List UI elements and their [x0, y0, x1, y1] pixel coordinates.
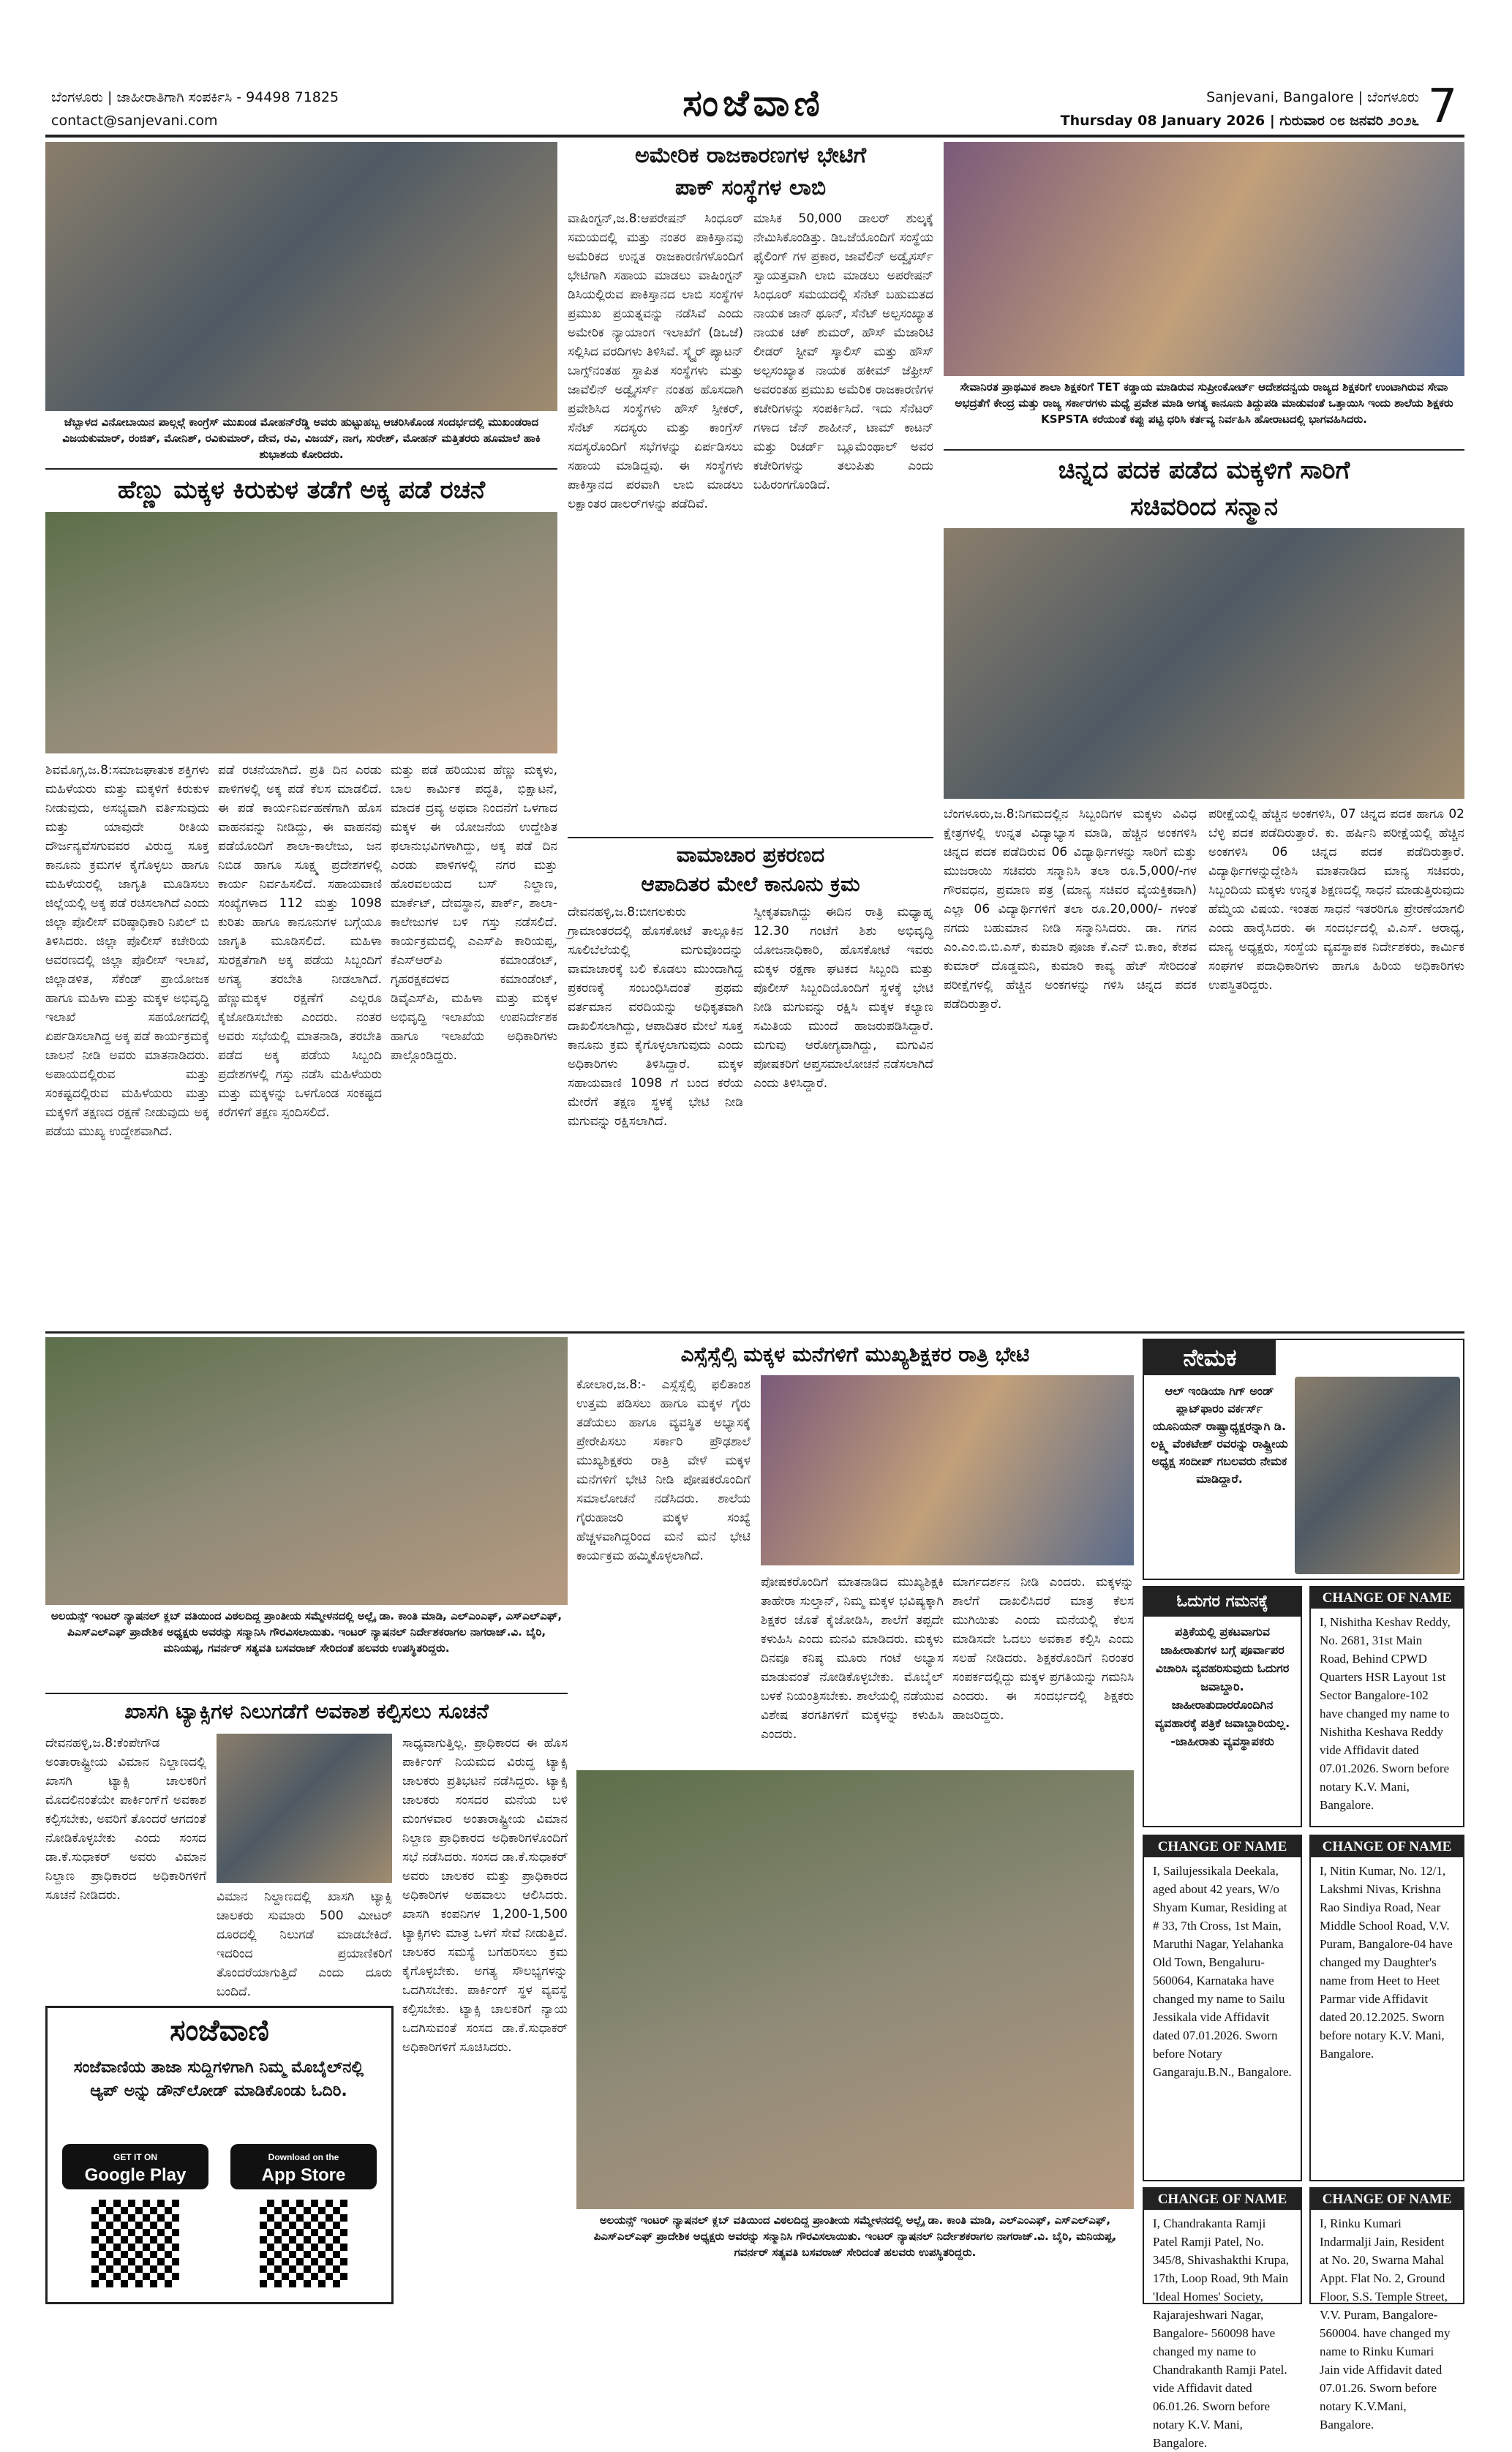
article-akka-col1: ಶಿವಮೊಗ್ಗ,ಜ.8:ಸಮಾಜಘಾತುಕ ಶಕ್ತಿಗಳು ಮಹಿಳೆಯರು ಮತ್ತು ಮಕ್ಕಳಿಗೆ ಕಿರುಕುಳ ನೀಡುವುದು, ಅಸಭ್ಯವಾಗಿ ವರ್ತಿಸುವುದು ಮತ್ತು ಯಾವುದೇ ರೀತಿಯ ದೌರ್ಜನ್ಯವೆಸಗುವವರ ವಿರುದ್ಧ ಸೂಕ್ತ ಕಾನೂನು ಕ್ರಮಗಳ ಕೈಗೊಳ್ಳಲು ಹಾಗೂ ಮಹಿಳೆಯರಲ್ಲಿ ಜಾಗೃತಿ ಮೂಡಿಸಲು ಜಿಲ್ಲೆಯಲ್ಲಿ ಅಕ್ಕ ಪಡೆ ರಚಿಸಲಾಗಿದೆ ಎಂದು ಜಿಲ್ಲಾ ಪೊಲೀಸ್ ವರಿಷ್ಠಾಧಿಕಾರಿ ನಿಖಿಲ್ ಬಿ ತಿಳಿಸಿದರು. ಜಿಲ್ಲಾ ಪೊಲೀಸ್ ಕಚೇರಿಯ ಆವರಣದಲ್ಲಿ ಜಿಲ್ಲಾ ಪೊಲೀಸ್ ಇಲಾಖೆ, ಜಿಲ್ಲಾಡಳಿತ, ಸೆಕೆಂಡ್ ಪ್ರಾಯೋಜಕ ಹಾಗೂ ಮಹಿಳಾ ಮತ್ತು ಮಕ್ಕಳ ಅಭಿವೃದ್ಧಿ ಇಲಾಖೆ ಸಹಯೋಗದಲ್ಲಿ ಏರ್ಪಡಿಸಲಾಗಿದ್ದ ಅಕ್ಕ ಪಡೆ ಕಾರ್ಯಕ್ರಮಕ್ಕೆ ಚಾಲನೆ ನೀಡಿ ಅವರು ಮಾತನಾಡಿದರು. ಅಪಾಯದಲ್ಲಿರುವ ಮತ್ತು ಸಂಕಷ್ಟದಲ್ಲಿರುವ ಮಹಿಳೆಯರು ಮತ್ತು ಮಕ್ಕಳಿಗೆ ತಕ್ಷಣದ ರಕ್ಷಣೆ ನೀಡುವುದು ಅಕ್ಕ ಪಡೆಯ ಮುಖ್ಯ ಉದ್ದೇಶವಾಗಿದೆ.	[45, 763, 209, 1139]
caption-birthday: ಜೆಬ್ಬಾಳದ ವಿನೋಬಾಯಿನ ಪಾಲ್ಗಲ್ಗೆ ಕಾಂಗ್ರೆಸ್ ಮುಖಂಡ ಮೋಹನ್‌ರೆಡ್ಡಿ ಅವರು ಹುಟ್ಟುಹಬ್ಬ ಆಚರಿಸಿಕೊಂಡ ಸಂದರ್ಭದಲ್ಲಿ ಮುಖಂಡರಾದ ವಿಜಯಕುಮಾರ್, ರಂಜಿತ್, ಮೋನಿಶ್, ರವಿಕುಮಾರ್, ದೇವ, ರವಿ, ವಿಜಯ್, ನಾಗ, ಸುರೇಶ್, ಮೋಹನ್ ಮತ್ತಿತರರು ಹೂಮಾಲೆ ಹಾಕಿ ಶುಭಾಶಯ ಕೋರಿದರು.	[62, 415, 541, 461]
masthead-left-top: ಬೆಂಗಳೂರು | ಜಾಹೀರಾತಿಗಾಗಿ ಸಂಪರ್ಕಿಸಿ - 94498 71825	[51, 89, 339, 105]
readers-notice	[1143, 1586, 1302, 1827]
article-sslc-col1: ಕೋಲಾರ,ಜ.8:- ಎಸ್ಸೆಸ್ಸೆಲ್ಸಿ ಫಲಿತಾಂಶ ಉತ್ತಮ ಪಡಿಸಲು ಹಾಗೂ ಮಕ್ಕಳ ಗೈರು ತಡೆಯಲು ಹಾಗೂ ವ್ಯವಸ್ಥಿತ ಅಭ್ಯಾಸಕ್ಕೆ ಪ್ರೇರೇಪಿಸಲು ಸರ್ಕಾರಿ ಪ್ರೌಢಶಾಲೆ ಮುಖ್ಯಶಿಕ್ಷಕರು ರಾತ್ರಿ ವೇಳೆ ಮಕ್ಕಳ ಮನೆಗಳಿಗೆ ಭೇಟಿ ನೀಡಿ ಪೋಷಕರೊಂದಿಗೆ ಸಮಾಲೋಚನೆ ನಡೆಸಿದರು. ಶಾಲೆಯ ಗೈರುಹಾಜರಿ ಮಕ್ಕಳ ಸಂಖ್ಯೆ ಹೆಚ್ಚಳವಾಗಿದ್ದರಿಂದ ಮನೆ ಮನೆ ಭೇಟಿ ಕಾರ್ಯಕ್ರಮ ಹಮ್ಮಿಕೊಳ್ಳಲಾಗಿದೆ.	[576, 1377, 751, 1563]
page-number: 7	[1427, 80, 1458, 134]
app-store-label: App Store	[261, 2165, 346, 2185]
photo-akka-pade	[45, 512, 557, 753]
app-store-button[interactable]	[230, 2144, 377, 2189]
google-play-small: GET IT ON	[113, 2152, 157, 2162]
masthead-email[interactable]: contact@sanjevani.com	[51, 113, 218, 129]
masthead-logo	[600, 82, 907, 133]
article-taxi-col2: ವಿಮಾನ ನಿಲ್ದಾಣದಲ್ಲಿ ಖಾಸಗಿ ಟ್ಯಾಕ್ಸಿ ಚಾಲಕರು ಸುಮಾರು 500 ಮೀಟರ್ ದೂರದಲ್ಲಿ ನಿಲುಗಡೆ ಮಾಡಬೇಕಿದೆ. ಇದರಿಂದ ಪ್ರಯಾಣಿಕರಿಗೆ ತೊಂದರೆಯಾಗುತ್ತಿದೆ ಎಂದು ದೂರು ಬಂದಿದೆ.	[217, 1889, 392, 1999]
nemaka-box	[1143, 1339, 1464, 1580]
divider	[45, 1693, 568, 1694]
article-akka-col3: ಮತ್ತು ಪಡೆ ಹರಿಯುವ ಹೆಣ್ಣು ಮಕ್ಕಳು, ಬಾಲ ಕಾರ್ಮಿಕ ಪದ್ಧತಿ, ಭಿಕ್ಷಾಟನೆ, ಮಾದಕ ದ್ರವ್ಯ ಅಥವಾ ನಿಂದನೆಗೆ ಒಳಗಾದ ಮಕ್ಕಳ ಈ ಯೋಜನೆಯ ಉದ್ದೇಶಿತ ಫಲಾನುಭವಿಗಳಾಗಿದ್ದು, ಅಕ್ಕ ಪಡೆ ದಿನ ಎರಡು ಪಾಳಿಗಳಲ್ಲಿ ನಗರ ಮತ್ತು ಹೊರವಲಯದ ಬಸ್ ನಿಲ್ದಾಣ, ಮಾರ್ಕೆಟ್, ದೇವಸ್ಥಾನ, ಪಾರ್ಕ್, ಶಾಲಾ-ಕಾಲೇಜುಗಳ ಬಳಿ ಗಸ್ತು ನಡೆಸಲಿದೆ. ಕಾರ್ಯಕ್ರಮದಲ್ಲಿ ಎಎಸ್‌ಪಿ ಕಾರಿಯಪ್ಪ, ಕೆಎಸ್‌ಆರ್‌ಪಿ ಕಮಾಂಡೆಂಟ್, ಗೃಹರಕ್ಷಕದಳದ ಕಮಾಂಡೆಂಟ್, ಡಿವೈಎಸ್‌ಪಿ, ಮಹಿಳಾ ಮತ್ತು ಮಕ್ಕಳ ಅಭಿವೃದ್ಧಿ ಇಲಾಖೆಯ ಉಪನಿರ್ದೇಶಕ ಹಾಗೂ ಇಲಾಖೆಯ ಅಧಿಕಾರಿಗಳು ಪಾಲ್ಗೊಂಡಿದ್ದರು.	[391, 763, 557, 1063]
nemaka-body: ಆಲ್ ಇಂಡಿಯಾ ಗಿಗ್ ಅಂಡ್ ಪ್ಲಾಟ್‌ಫಾರಂ ವರ್ಕರ್ಸ್ ಯೂನಿಯನ್ ರಾಷ್ಟ್ರಾಧ್ಯಕ್ಷರನ್ನಾಗಿ ಡಿ. ಲಕ್ಷ್ಮಿ ವೆಂಕಟೇಶ್ ರವರನ್ನು ರಾಷ್ಟ್ರೀಯ ಅಧ್ಯಕ್ಷ ಸಂದೀಪ್ ಗಬಲವರು ನೇಮಕ ಮಾಡಿದ್ದಾರೆ.	[1151, 1384, 1288, 1486]
caption-alliance: ಅಲಯನ್ಸ್ ಇಂಟರ್ ನ್ಯಾಷನಲ್ ಕ್ಲಬ್ ವತಿಯಿಂದ ವಿಠಲದಿದ್ದ ಪ್ರಾಂತೀಯ ಸಮ್ಮೇಳನದಲ್ಲಿ ಅಲ್ಲೈ ಡಾ. ಕಾಂತಿ ಮಾಡಿ, ಎಲ್‌ಎಂಎಫ್, ಎಸ್‌ಎಲ್‌ಎಫ್, ಪಿಎಸ್‌ಎಲ್‌ಎಫ್ ಪ್ರಾದೇಶಿಕ ಅಧ್ಯಕ್ಷರು ಅವರನ್ನು ಸನ್ಮಾನಿಸಿ ಗೌರವಿಸಲಾಯಿತು. ಇಂಟರ್ ನ್ಯಾಷನಲ್ ನಿರ್ದೇಶಕರಾಗಲ ನಾಗರಾಜ್.ವಿ. ಬೈರಿ, ಮನಿಯಪ್ಪ, ಗವರ್ನರ್ ಸತ್ಯವತಿ ಬಸವರಾಜ್ ಸೇರಿದಂತೆ ಹಲವರು ಉಪಸ್ಥಿತರಿದ್ದರು.	[50, 1609, 563, 1655]
divider	[45, 468, 557, 470]
headline-sslc: ಎಸ್ಸೆಸ್ಸೆಲ್ಸಿ ಮಕ್ಕಳ ಮನೆಗಳಿಗೆ ಮುಖ್ಯಶಿಕ್ಷಕರ ರಾತ್ರಿ ಭೇಟಿ	[680, 1342, 1030, 1366]
photo-alliance-2	[576, 1770, 1134, 2209]
notice-3	[1309, 1835, 1464, 2181]
app-promo	[45, 2006, 394, 2304]
qr-code-ios[interactable]	[260, 2200, 347, 2287]
masthead-right-top: Sanjevani, Bangalore | ಬೆಂಗಳೂರು	[1206, 89, 1419, 105]
notice-3-body: I, Nitin Kumar, No. 12/1, Lakshmi Nivas, Krishna Rao Sindiya Road, Near Middle School Road, V.V. Puram, Bangalore-04 have changed my Daughter's name from Heet to Heet Parmar vide Affidavit dated 20.12.2025. Sworn before notary K.V. Mani, Bangalore.	[1320, 1864, 1453, 2061]
photo-birthday	[45, 142, 557, 411]
photo-medal	[944, 528, 1464, 799]
app-promo-text: ಸಂಜೆವಾಣಿಯ ತಾಜಾ ಸುದ್ದಿಗಳಿಗಾಗಿ ನಿಮ್ಮ ಮೊಬೈಲ್‌ನಲ್ಲಿ ಆ್ಯಪ್ ಅನ್ನು ಡೌನ್‌ಲೋಡ್ ಮಾಡಿಕೊಂಡು ಓದಿರಿ.	[73, 2058, 364, 2100]
app-store-small: Download on the	[268, 2152, 339, 2162]
article-us-col2: ಮಾಸಿಕ 50,000 ಡಾಲರ್ ಶುಲ್ಕಕ್ಕೆ ನೇಮಿಸಿಕೊಂಡಿತ್ತು. ಡಿಒಜೆಯೊಂದಿಗೆ ಸಂಸ್ಥೆಯ ಫೈಲಿಂಗ್ ಗಳ ಪ್ರಕಾರ, ಜಾವೆಲಿನ್ ಅಡ್ವೈಸರ್ಸ್ ಸ್ವಾಯತ್ತವಾಗಿ ಲಾಬಿ ಮಾಡಲು ಅಪರೇಷನ್ ಸಿಂಧೂರ್ ಸಮಯದಲ್ಲಿ ಸೆನೆಟ್ ಬಹುಮತದ ನಾಯಕ ಜಾನ್ ಥೂನ್, ಸೆನೆಟ್ ಅಲ್ಪಸಂಖ್ಯಾತ ನಾಯಕ ಚಕ್ ಶುಮರ್, ಹೌಸ್ ಮೆಜಾರಿಟಿ ಲೀಡರ್ ಸ್ಟೀವ್ ಸ್ಕಾಲಿಸ್ ಮತ್ತು ಹೌಸ್ ಅಲ್ಪಸಂಖ್ಯಾತ ನಾಯಕ ಹಕೀಮ್ ಜೆಫ್ರೀಸ್ ಅವರಂತಹ ಪ್ರಮುಖ ಅಮೆರಿಕ ರಾಜಕಾರಣಿಗಳ ಕಚೇರಿಗಳನ್ನು ಸಂಪರ್ಕಿಸಿದೆ. ಇದು ಸೆನೆಟರ್ ಗಳಾದ ಜೆನ್ ಶಾಹೀನ್, ಟಾಮ್ ಕಾಟನ್ ಮತ್ತು ರಿಚರ್ಡ್ ಬ್ಲೂಮೆಂಥಾಲ್ ಅವರ ಕಚೇರಿಗಳನ್ನು ತಲುಪಿತು ಎಂದು ಬಹಿರಂಗಗೊಂಡಿದೆ.	[753, 211, 933, 492]
google-play-button[interactable]	[62, 2144, 208, 2189]
article-medal-col2: ಪರೀಕ್ಷೆಯಲ್ಲಿ ಹೆಚ್ಚಿನ ಅಂಕಗಳಿಸಿ, 07 ಚಿನ್ನದ ಪದಕ ಹಾಗೂ 02 ಬೆಳ್ಳಿ ಪದಕ ಪಡೆದಿರುತ್ತಾರೆ. ಕು. ಹರ್ಷಿನಿ ಪರೀಕ್ಷೆಯಲ್ಲಿ ಹೆಚ್ಚಿನ ಅಂಕಗಳಿಸಿ 06 ಚಿನ್ನದ ಪದಕ ಪಡೆದಿರುತ್ತಾರೆ. ವಿದ್ಯಾರ್ಥಿಗಳನ್ನುದ್ದೇಶಿಸಿ ಮಾತನಾಡಿದ ಮಾನ್ಯ ಸಚಿವರು, ಸಿಬ್ಬಂದಿಯ ಮಕ್ಕಳು ಉನ್ನತ ಶಿಕ್ಷಣದಲ್ಲಿ ಸಾಧನೆ ಮಾಡುತ್ತಿರುವುದು ಹೆಮ್ಮೆಯ ವಿಷಯ. ಇಂತಹ ಸಾಧನೆ ಇತರರಿಗೂ ಪ್ರೇರಣೆಯಾಗಲಿ ಎಂದು ಹಾರೈಸಿದರು. ಈ ಸಂದರ್ಭದಲ್ಲಿ ವಿ.ಎಸ್. ಆರಾಧ್ಯ, ಮಾನ್ಯ ಅಧ್ಯಕ್ಷರು, ಸಂಸ್ಥೆಯ ವ್ಯವಸ್ಥಾಪಕ ನಿರ್ದೇಶಕರು, ಕಾರ್ಮಿಕ ಸಂಘಗಳ ಪದಾಧಿಕಾರಿಗಳು ಹಾಗೂ ಹಿರಿಯ ಅಧಿಕಾರಿಗಳು ಉಪಸ್ಥಿತರಿದ್ದರು.	[1208, 807, 1464, 993]
photo-alliance	[45, 1337, 568, 1605]
divider	[944, 449, 1464, 451]
notice-2-title: CHANGE OF NAME	[1144, 1836, 1301, 1857]
readers-body: ಪತ್ರಿಕೆಯಲ್ಲಿ ಪ್ರಕಟವಾಗುವ ಜಾಹೀರಾತುಗಳ ಬಗ್ಗೆ ಪೂರ್ವಾಪರ ವಿಚಾರಿಸಿ ವ್ಯವಹರಿಸುವುದು ಓದುಗರ ಜವಾಬ್ದಾರಿ. ಜಾಹೀರಾತುದಾರರೊಂದಿಗಿನ ವ್ಯವಹಾರಕ್ಕೆ ಪತ್ರಿಕೆ ಜವಾಬ್ದಾರಿಯಲ್ಲ. -ಜಾಹೀರಾತು ವ್ಯವಸ್ಥಾಪಕರು	[1154, 1625, 1290, 1748]
headline-medal-1: ಚಿನ್ನದ ಪದಕ ಪಡೆದ ಮಕ್ಕಳಿಗೆ ಸಾರಿಗೆ	[1058, 456, 1350, 485]
notice-1-body: I, Nishitha Keshav Reddy, No. 2681, 31st Main Road, Behind CPWD Quarters HSR Layout 1st Sector Bangalore-102 have changed my name to Nishitha Keshava Reddy vide Affidavit dated 07.01.2026. Sworn before notary K.V. Mani, Bangalore.	[1320, 1615, 1451, 1812]
masthead-date: Thursday 08 January 2026 | ಗುರುವಾರ ೦೮ ಜನವರಿ ೨೦೨೬	[1060, 113, 1419, 129]
photo-taxi	[217, 1734, 392, 1883]
photo-sslc	[761, 1375, 1134, 1565]
notice-3-title: CHANGE OF NAME	[1311, 1836, 1463, 1857]
notice-1-title: CHANGE OF NAME	[1311, 1587, 1463, 1609]
article-sslc-col3: ಮಾರ್ಗದರ್ಶನ ನೀಡಿ ಎಂದರು. ಮಕ್ಕಳನ್ನು ಶಾಲೆಗೆ ದಾಖಲಿಸಿದರೆ ಮಾತ್ರ ಕೆಲಸ ಮುಗಿಯಿತು ಎಂದು ಮನೆಯಲ್ಲಿ ಕೆಲಸ ಮಾಡಿಸದೇ ಓದಲು ಅವಕಾಶ ಕಲ್ಪಿಸಿ ಎಂದು ಸಲಹೆ ನೀಡಿದರು. ಶಿಕ್ಷಕರೊಂದಿಗೆ ನಿರಂತರ ಸಂಪರ್ಕದಲ್ಲಿದ್ದು ಮಕ್ಕಳ ಪ್ರಗತಿಯನ್ನು ಗಮನಿಸಿ ಎಂದರು. ಈ ಸಂದರ್ಭದಲ್ಲಿ ಶಿಕ್ಷಕರು ಹಾಜರಿದ್ದರು.	[952, 1575, 1134, 1723]
logo-text: ಸಂಜೆವಾಣಿ	[682, 82, 824, 124]
notice-4-title: CHANGE OF NAME	[1144, 2189, 1301, 2210]
notice-4-body: I, Chandrakanta Ramji Patel Ramji Patel, No. 345/8, Shivashakthi Krupa, 17th, Loop Road, 9th Main 'Ideal Homes' Society, Rajarajeshwari Nagar, Bangalore- 560098 have changed my name to Chandrakanth Ramji Patel. vide Affidavit dated 06.01.26. Sworn before notary K.V. Mani, Bangalore.	[1153, 2216, 1290, 2450]
notice-1	[1309, 1586, 1464, 1827]
caption-alliance-2: ಅಲಯನ್ಸ್ ಇಂಟರ್ ನ್ಯಾಷನಲ್ ಕ್ಲಬ್ ವತಿಯಿಂದ ವಿಠಲದಿದ್ದ ಪ್ರಾಂತೀಯ ಸಮ್ಮೇಳನದಲ್ಲಿ ಅಲ್ಲೈ ಡಾ. ಕಾಂತಿ ಮಾಡಿ, ಎಲ್‌ಎಂಎಫ್, ಎಸ್‌ಎಲ್‌ಎಫ್, ಪಿಎಸ್‌ಎಲ್‌ಎಫ್ ಪ್ರಾದೇಶಿಕ ಅಧ್ಯಕ್ಷರು ಅವರನ್ನು ಸನ್ಮಾನಿಸಿ ಗೌರವಿಸಲಾಯಿತು. ಇಂಟರ್ ನ್ಯಾಷನಲ್ ನಿರ್ದೇಶಕರಾಗಲ ನಾಗರಾಜ್.ವಿ. ಬೈರಿ, ಮನಿಯಪ್ಪ, ಗವರ್ನರ್ ಸತ್ಯವತಿ ಬಸವರಾಜ್ ಸೇರಿದಂತೆ ಹಲವರು ಉಪಸ್ಥಿತರಿದ್ದರು.	[593, 2214, 1117, 2259]
notice-5-body: I, Rinku Kumari Indarmalji Jain, Resident at No. 20, Swarna Mahal Appt. Flat No. 2, Ground Floor, S.S. Temple Street, V.V. Puram, Bangalore- 560004. have changed my name to Rinku Kumari Jain vide Affidavit dated 07.01.26. Sworn before notary K.V.Mani, Bangalore.	[1320, 2216, 1451, 2432]
notice-2	[1143, 1835, 1302, 2181]
article-taxi-col1: ದೇವನಹಳ್ಳಿ,ಜ.8:ಕೆಂಪೇಗೌಡ ಅಂತಾರಾಷ್ಟ್ರೀಯ ವಿಮಾನ ನಿಲ್ದಾಣದಲ್ಲಿ ಖಾಸಗಿ ಟ್ಯಾಕ್ಸಿ ಚಾಲಕರಿಗೆ ಮೊದಲಿನಂತೆಯೇ ಪಾರ್ಕಿಂಗ್‌ಗೆ ಅವಕಾಶ ಕಲ್ಪಿಸಬೇಕು, ಅವರಿಗೆ ತೊಂದರೆ ಆಗದಂತೆ ನೋಡಿಕೊಳ್ಳಬೇಕು ಎಂದು ಸಂಸದ ಡಾ.ಕೆ.ಸುಧಾಕರ್ ಅವರು ವಿಮಾನ ನಿಲ್ದಾಣ ಪ್ರಾಧಿಕಾರದ ಅಧಿಕಾರಿಗಳಿಗೆ ಸೂಚನೆ ನೀಡಿದರು.	[45, 1736, 206, 1903]
masthead-rule	[45, 135, 1464, 138]
headline-vama-2: ಆಪಾದಿತರ ಮೇಲೆ ಕಾನೂನು ಕ್ರಮ	[641, 872, 860, 896]
headline-akka-pade: ಹೆಣ್ಣು ಮಕ್ಕಳ ಕಿರುಕುಳ ತಡೆಗೆ ಅಕ್ಕ ಪಡೆ ರಚನೆ	[117, 475, 486, 505]
google-play-label: Google Play	[84, 2165, 187, 2185]
article-vama-col2: ಸ್ವೀಕೃತವಾಗಿದ್ದು ಈದಿನ ರಾತ್ರಿ ಮಧ್ಯಾಹ್ನ 12.30 ಗಂಟೆಗೆ ಶಿಶು ಅಭಿವೃದ್ಧಿ ಯೋಜನಾಧಿಕಾರಿ, ಹೊಸಕೋಟೆ ಇವರು ಮಕ್ಕಳ ರಕ್ಷಣಾ ಘಟಕದ ಸಿಬ್ಬಂದಿ ಮತ್ತು ಪೊಲೀಸ್ ಸಿಬ್ಬಂದಿಯೊಂದಿಗೆ ಸ್ಥಳಕ್ಕೆ ಭೇಟಿ ನೀಡಿ ಮಗುವನ್ನು ರಕ್ಷಿಸಿ ಮಕ್ಕಳ ಕಲ್ಯಾಣ ಸಮಿತಿಯ ಮುಂದೆ ಹಾಜರುಪಡಿಸಿದ್ದಾರೆ. ಮಗುವು ಆರೋಗ್ಯವಾಗಿದ್ದು, ಮಗುವಿನ ಪೋಷಕರಿಗೆ ಆಪ್ತಸಮಾಲೋಚನೆ ನಡೆಸಲಾಗಿದೆ ಎಂದು ತಿಳಿಸಿದ್ದಾರೆ.	[753, 905, 933, 1091]
article-us-col1: ವಾಷಿಂಗ್ಟನ್,ಜ.8:ಆಪರೇಷನ್ ಸಿಂಧೂರ್ ಸಮಯದಲ್ಲಿ ಮತ್ತು ನಂತರ ಪಾಕಿಸ್ತಾನವು ಅಮೆರಿಕದ ಉನ್ನತ ರಾಜಕಾರಣಿಗಳೊಂದಿಗೆ ಭೇಟಿಗಾಗಿ ಸಹಾಯ ಮಾಡಲು ವಾಷಿಂಗ್ಟನ್ ಡಿಸಿಯಲ್ಲಿರುವ ಪಾಕಿಸ್ತಾನದ ಲಾಬಿ ಸಂಸ್ಥೆಗಳ ಪ್ರಮುಖ ಪ್ರಯತ್ನವನ್ನು ನಡೆಸಿವೆ ಎಂದು ಅಮೇರಿಕ ನ್ಯಾಯಾಂಗ ಇಲಾಖೆಗೆ (ಡಿಒಜೆ) ಸಲ್ಲಿಸಿದ ವರದಿಗಳು ತಿಳಿಸಿವೆ. ಸ್ಕ್ವೈರ್ ಪ್ಯಾಟನ್ ಬಾಗ್ಸ್‌ನಂತಹ ಸ್ಥಾಪಿತ ಸಂಸ್ಥೆಗಳು ಮತ್ತು ಜಾವೆಲಿನ್ ಅಡ್ವೈಸರ್ಸ್ ನಂತಹ ಹೊಸದಾಗಿ ಪ್ರವೇಶಿಸಿದ ಸಂಸ್ಥೆಗಳು ಹೌಸ್ ಸ್ಪೀಕರ್, ಸೆನೆಟ್ ಸದಸ್ಯರು ಮತ್ತು ಕಾಂಗ್ರೆಸ್ ಸದಸ್ಯರೊಂದಿಗೆ ಸಭೆಗಳನ್ನು ಏರ್ಪಡಿಸಲು ಸಹಾಯ ಮಾಡಿದ್ದವು. ಈ ಸಂಸ್ಥೆಗಳು ಪಾಕಿಸ್ತಾನದ ಪರವಾಗಿ ಲಾಬಿ ಮಾಡಲು ಲಕ್ಷಾಂತರ ಡಾಲರ್‌ಗಳನ್ನು ಪಡೆದಿವೆ.	[568, 211, 743, 511]
headline-vama-1: ವಾಮಾಚಾರ ಪ್ರಕರಣದ	[676, 843, 825, 867]
article-sslc-col2: ಪೋಷಕರೊಂದಿಗೆ ಮಾತನಾಡಿದ ಮುಖ್ಯಶಿಕ್ಷಕಿ ತಾಹೇರಾ ಸುಲ್ತಾನ್, ನಿಮ್ಮ ಮಕ್ಕಳ ಭವಿಷ್ಯಕ್ಕಾಗಿ ಶಿಕ್ಷಕರ ಜೊತೆ ಕೈಜೋಡಿಸಿ, ಶಾಲೆಗೆ ತಪ್ಪದೇ ಕಳುಹಿಸಿ ಎಂದು ಮನವಿ ಮಾಡಿದರು. ಮಕ್ಕಳು ದಿನವೂ ಕನಿಷ್ಠ ಮೂರು ಗಂಟೆ ಅಭ್ಯಾಸ ಮಾಡುವಂತೆ ನೋಡಿಕೊಳ್ಳಬೇಕು. ಮೊಬೈಲ್ ಬಳಕೆ ನಿಯಂತ್ರಿಸಬೇಕು. ಶಾಲೆಯಲ್ಲಿ ನಡೆಯುವ ವಿಶೇಷ ತರಗತಿಗಳಿಗೆ ಮಕ್ಕಳನ್ನು ಕಳುಹಿಸಿ ಎಂದರು.	[761, 1575, 944, 1742]
headline-us-lobby-1: ಅಮೇರಿಕ ರಾಜಕಾರಣಗಳ ಭೇಟಿಗೆ	[634, 143, 867, 168]
headline-medal-2: ಸಚಿವರಿಂದ ಸನ್ಮಾನ	[1129, 492, 1279, 522]
caption-teachers: ಸೇವಾನಿರತ ಪ್ರಾಥಮಿಕ ಶಾಲಾ ಶಿಕ್ಷಕರಿಗೆ TET ಕಡ್ಡಾಯ ಮಾಡಿರುವ ಸುಪ್ರೀಂಕೋರ್ಟ್ ಆದೇಶದನ್ವಯ ರಾಜ್ಯದ ಶಿಕ್ಷಕರಿಗೆ ಉಂಟಾಗಿರುವ ಸೇವಾ ಅಭದ್ರತೆಗೆ ಕೇಂದ್ರ ಮತ್ತು ರಾಜ್ಯ ಸರ್ಕಾರಗಳು ಮಧ್ಯೆ ಪ್ರವೇಶ ಮಾಡಿ ಅಗತ್ಯ ಕಾನೂನು ತಿದ್ದುಪಡಿ ಮಾಡುವಂತೆ ಒತ್ತಾಯಿಸಿ ಇಂದು ಶಾಲೆಯ ಶಿಕ್ಷಕರು KSPSTA ಕರೆಯಂತೆ ಕಪ್ಪು ಪಟ್ಟಿ ಧರಿಸಿ ಕರ್ತವ್ಯ ನಿರ್ವಹಿಸಿ ಹೋರಾಟದಲ್ಲಿ ಭಾಗವಹಿಸಿದರು.	[955, 380, 1453, 426]
headline-us-lobby-2: ಪಾಕ್ ಸಂಸ್ಥೆಗಳ ಲಾಬಿ	[674, 175, 827, 200]
article-medal-col1: ಬೆಂಗಳೂರು,ಜ.8:ನಿಗಮದಲ್ಲಿನ ಸಿಬ್ಬಂದಿಗಳ ಮಕ್ಕಳು ವಿವಿಧ ಕ್ಷೇತ್ರಗಳಲ್ಲಿ ಉನ್ನತ ವಿದ್ಯಾಭ್ಯಾಸ ಮಾಡಿ, ಹೆಚ್ಚಿನ ಅಂಕಗಳಿಸಿ ಚಿನ್ನದ ಪದಕ ಪಡೆದಿರುವ 06 ವಿದ್ಯಾರ್ಥಿಗಳನ್ನು ಸಾರಿಗೆ ಮತ್ತು ಮುಜರಾಯಿ ಸಚಿವರು ಸನ್ಮಾನಿಸಿ ತಲಾ ರೂ.5,000/-ಗಳ ಗೌರವಧನ, ಪ್ರಮಾಣ ಪತ್ರ (ಮಾನ್ಯ ಸಚಿವರ ವೈಯಕ್ತಿಕವಾಗಿ) ಎಲ್ಲಾ 06 ವಿದ್ಯಾರ್ಥಿಗಳಿಗೆ ತಲಾ ರೂ.20,000/- ಗಳಂತೆ ನಗದು ಬಹುಮಾನ ನೀಡಿ ಸನ್ಮಾನಿಸಿದರು. ಡಾ. ಗಗನ ಎಂ.ಎಂ.ಬಿ.ಬಿ.ಎಸ್, ಕುಮಾರಿ ಪೂಜಾ ಕೆ.ಎನ್ ಬಿ.ಕಾಂ, ಕೇಶವ ಕುಮಾರ್ ದೊಡ್ಡಮನಿ, ಕುಮಾರಿ ಕಾವ್ಯ ಹೆಚ್ ಸೇರಿದಂತೆ ಪರೀಕ್ಷೆಗಳಲ್ಲಿ ಹೆಚ್ಚಿನ ಅಂಕಗಳನ್ನು ಗಳಿಸಿ ಚಿನ್ನದ ಪದಕ ಪಡೆದಿರುತ್ತಾರೆ.	[944, 807, 1197, 1012]
divider	[45, 1331, 1464, 1334]
nemaka-title: ನೇಮಕ	[1144, 1340, 1276, 1375]
article-vama-col1: ದೇವನಹಳ್ಳಿ,ಜ.8:ಬೀಗಲಕುರು ಗ್ರಾಮಾಂತರದಲ್ಲಿ ಹೊಸಕೋಟೆ ತಾಲ್ಲೂಕಿನ ಸೂಲಿಬೆಲೆಯಲ್ಲಿ ಮಗುವೊಂದನ್ನು ವಾಮಾಚಾರಕ್ಕೆ ಬಲಿ ಕೊಡಲು ಮುಂದಾಗಿದ್ದ ಪ್ರಕರಣಕ್ಕೆ ಸಂಬಂಧಿಸಿದಂತೆ ಪ್ರಥಮ ವರ್ತಮಾನ ವರದಿಯನ್ನು ಅಧಿಕೃತವಾಗಿ ದಾಖಲಿಸಲಾಗಿದ್ದು, ಆಪಾದಿತರ ಮೇಲೆ ಸೂಕ್ತ ಕಾನೂನು ಕ್ರಮ ಕೈಗೊಳ್ಳಲಾಗುವುದು ಎಂದು ಅಧಿಕಾರಿಗಳು ತಿಳಿಸಿದ್ದಾರೆ. ಮಕ್ಕಳ ಸಹಾಯವಾಣಿ 1098 ಗೆ ಬಂದ ಕರೆಯ ಮೇರೆಗೆ ತಕ್ಷಣ ಸ್ಥಳಕ್ಕೆ ಭೇಟಿ ನೀಡಿ ಮಗುವನ್ನು ರಕ್ಷಿಸಲಾಗಿದೆ.	[568, 905, 743, 1129]
qr-code-android[interactable]	[91, 2200, 179, 2287]
nemaka-photo	[1295, 1377, 1460, 1574]
divider	[568, 837, 933, 838]
readers-title: ಓದುಗರ ಗಮನಕ್ಕೆ	[1144, 1587, 1301, 1617]
notice-5-title: CHANGE OF NAME	[1311, 2189, 1463, 2210]
article-akka-col2: ಪಡೆ ರಚನೆಯಾಗಿದೆ. ಪ್ರತಿ ದಿನ ಎರಡು ಪಾಳಿಗಳಲ್ಲಿ ಅಕ್ಕ ಪಡೆ ಕೆಲಸ ಮಾಡಲಿದೆ. ಈ ಪಡೆ ಕಾರ್ಯನಿರ್ವಹಣೆಗಾಗಿ ಹೊಸ ವಾಹನವನ್ನು ನೀಡಿದ್ದು, ಈ ವಾಹನವು ಪಡೆಯೊಂದಿಗೆ ಶಾಲಾ-ಕಾಲೇಜು, ಜನ ನಿಬಿಡ ಹಾಗೂ ಸೂಕ್ಷ್ಮ ಪ್ರದೇಶಗಳಲ್ಲಿ ಕಾರ್ಯ ನಿರ್ವಹಿಸಲಿದೆ. ಸಹಾಯವಾಣಿ ಸಂಖ್ಯೆಗಳಾದ 112 ಮತ್ತು 1098 ಕುರಿತು ಹಾಗೂ ಕಾನೂನುಗಳ ಬಗ್ಗೆಯೂ ಜಾಗೃತಿ ಮೂಡಿಸಲಿದೆ. ಮಹಿಳಾ ಸುರಕ್ಷತೆಗಾಗಿ ಅಕ್ಕ ಪಡೆಯ ಸಿಬ್ಬಂದಿಗೆ ಅಗತ್ಯ ತರಬೇತಿ ನೀಡಲಾಗಿದೆ. ಹೆಣ್ಣುಮಕ್ಕಳ ರಕ್ಷಣೆಗೆ ಎಲ್ಲರೂ ಕೈಜೋಡಿಸಬೇಕು ಎಂದರು. ನಂತರ ಅವರು ಸಭೆಯಲ್ಲಿ ಮಾತನಾಡಿ, ತರಬೇತಿ ಪಡೆದ ಅಕ್ಕ ಪಡೆಯ ಸಿಬ್ಬಂದಿ ಪ್ರದೇಶಗಳಲ್ಲಿ ಗಸ್ತು ನಡೆಸಿ ಮಹಿಳೆಯರು ಮತ್ತು ಮಕ್ಕಳನ್ನು ಒಳಗೊಂಡ ಸಂಕಷ್ಟದ ಕರೆಗಳಿಗೆ ತಕ್ಷಣ ಸ್ಪಂದಿಸಲಿದೆ.	[218, 763, 382, 1120]
notice-2-body: I, Sailujessikala Deekala, aged about 42 years, W/o Shyam Kumar, Residing at # 33, 7th Cross, 1st Main, Maruthi Nagar, Yelahanka Old Town, Bengaluru-560064, Karnataka have changed my name to Sailu Jessikala vide Affidavit dated 07.01.2026. Sworn before Notary Gangaraju.B.N., Bangalore.	[1153, 1864, 1292, 2079]
photo-teachers	[944, 142, 1464, 376]
headline-taxi: ಖಾಸಗಿ ಟ್ಯಾಕ್ಸಿಗಳ ನಿಲುಗಡೆಗೆ ಅವಕಾಶ ಕಲ್ಪಿಸಲು ಸೂಚನೆ	[124, 1699, 489, 1723]
notice-5	[1309, 2187, 1464, 2432]
app-promo-logo: ಸಂಜೆವಾಣಿ	[170, 2014, 269, 2047]
article-taxi-col3: ಸಾಧ್ಯವಾಗುತ್ತಿಲ್ಲ. ಪ್ರಾಧಿಕಾರದ ಈ ಹೊಸ ಪಾರ್ಕಿಂಗ್ ನಿಯಮದ ವಿರುದ್ಧ ಟ್ಯಾಕ್ಸಿ ಚಾಲಕರು ಪ್ರತಿಭಟನೆ ನಡೆಸಿದ್ದರು. ಟ್ಯಾಕ್ಸಿ ಚಾಲಕರು ಸಂಸದರ ಮನೆಯ ಬಳಿ ಮಂಗಳವಾರ ಅಂತಾರಾಷ್ಟ್ರೀಯ ವಿಮಾನ ನಿಲ್ದಾಣ ಪ್ರಾಧಿಕಾರದ ಅಧಿಕಾರಿಗಳೊಂದಿಗೆ ಸಭೆ ನಡೆಸಿದರು. ಸಂಸದ ಡಾ.ಕೆ.ಸುಧಾಕರ್ ಅವರು ಚಾಲಕರ ಮತ್ತು ಪ್ರಾಧಿಕಾರದ ಅಧಿಕಾರಿಗಳ ಅಹವಾಲು ಆಲಿಸಿದರು. ಖಾಸಗಿ ಕಂಪನಿಗಳ 1,200-1,500 ಟ್ಯಾಕ್ಸಿಗಳು ಮಾತ್ರ ಒಳಗೆ ಸೇವೆ ನೀಡುತ್ತಿವೆ. ಚಾಲಕರ ಸಮಸ್ಯೆ ಬಗೆಹರಿಸಲು ಕ್ರಮ ಕೈಗೊಳ್ಳಬೇಕು. ಅಗತ್ಯ ಸೌಲಭ್ಯಗಳನ್ನು ಒದಗಿಸಬೇಕು. ಪಾರ್ಕಿಂಗ್ ಸ್ಥಳ ವ್ಯವಸ್ಥೆ ಕಲ್ಪಿಸಬೇಕು. ಟ್ಯಾಕ್ಸಿ ಚಾಲಕರಿಗೆ ನ್ಯಾಯ ಒದಗಿಸುವಂತೆ ಸಂಸದ ಡಾ.ಕೆ.ಸುಧಾಕರ್ ಅಧಿಕಾರಿಗಳಿಗೆ ಸೂಚಿಸಿದರು.	[402, 1736, 568, 2055]
notice-4	[1143, 2187, 1302, 2450]
